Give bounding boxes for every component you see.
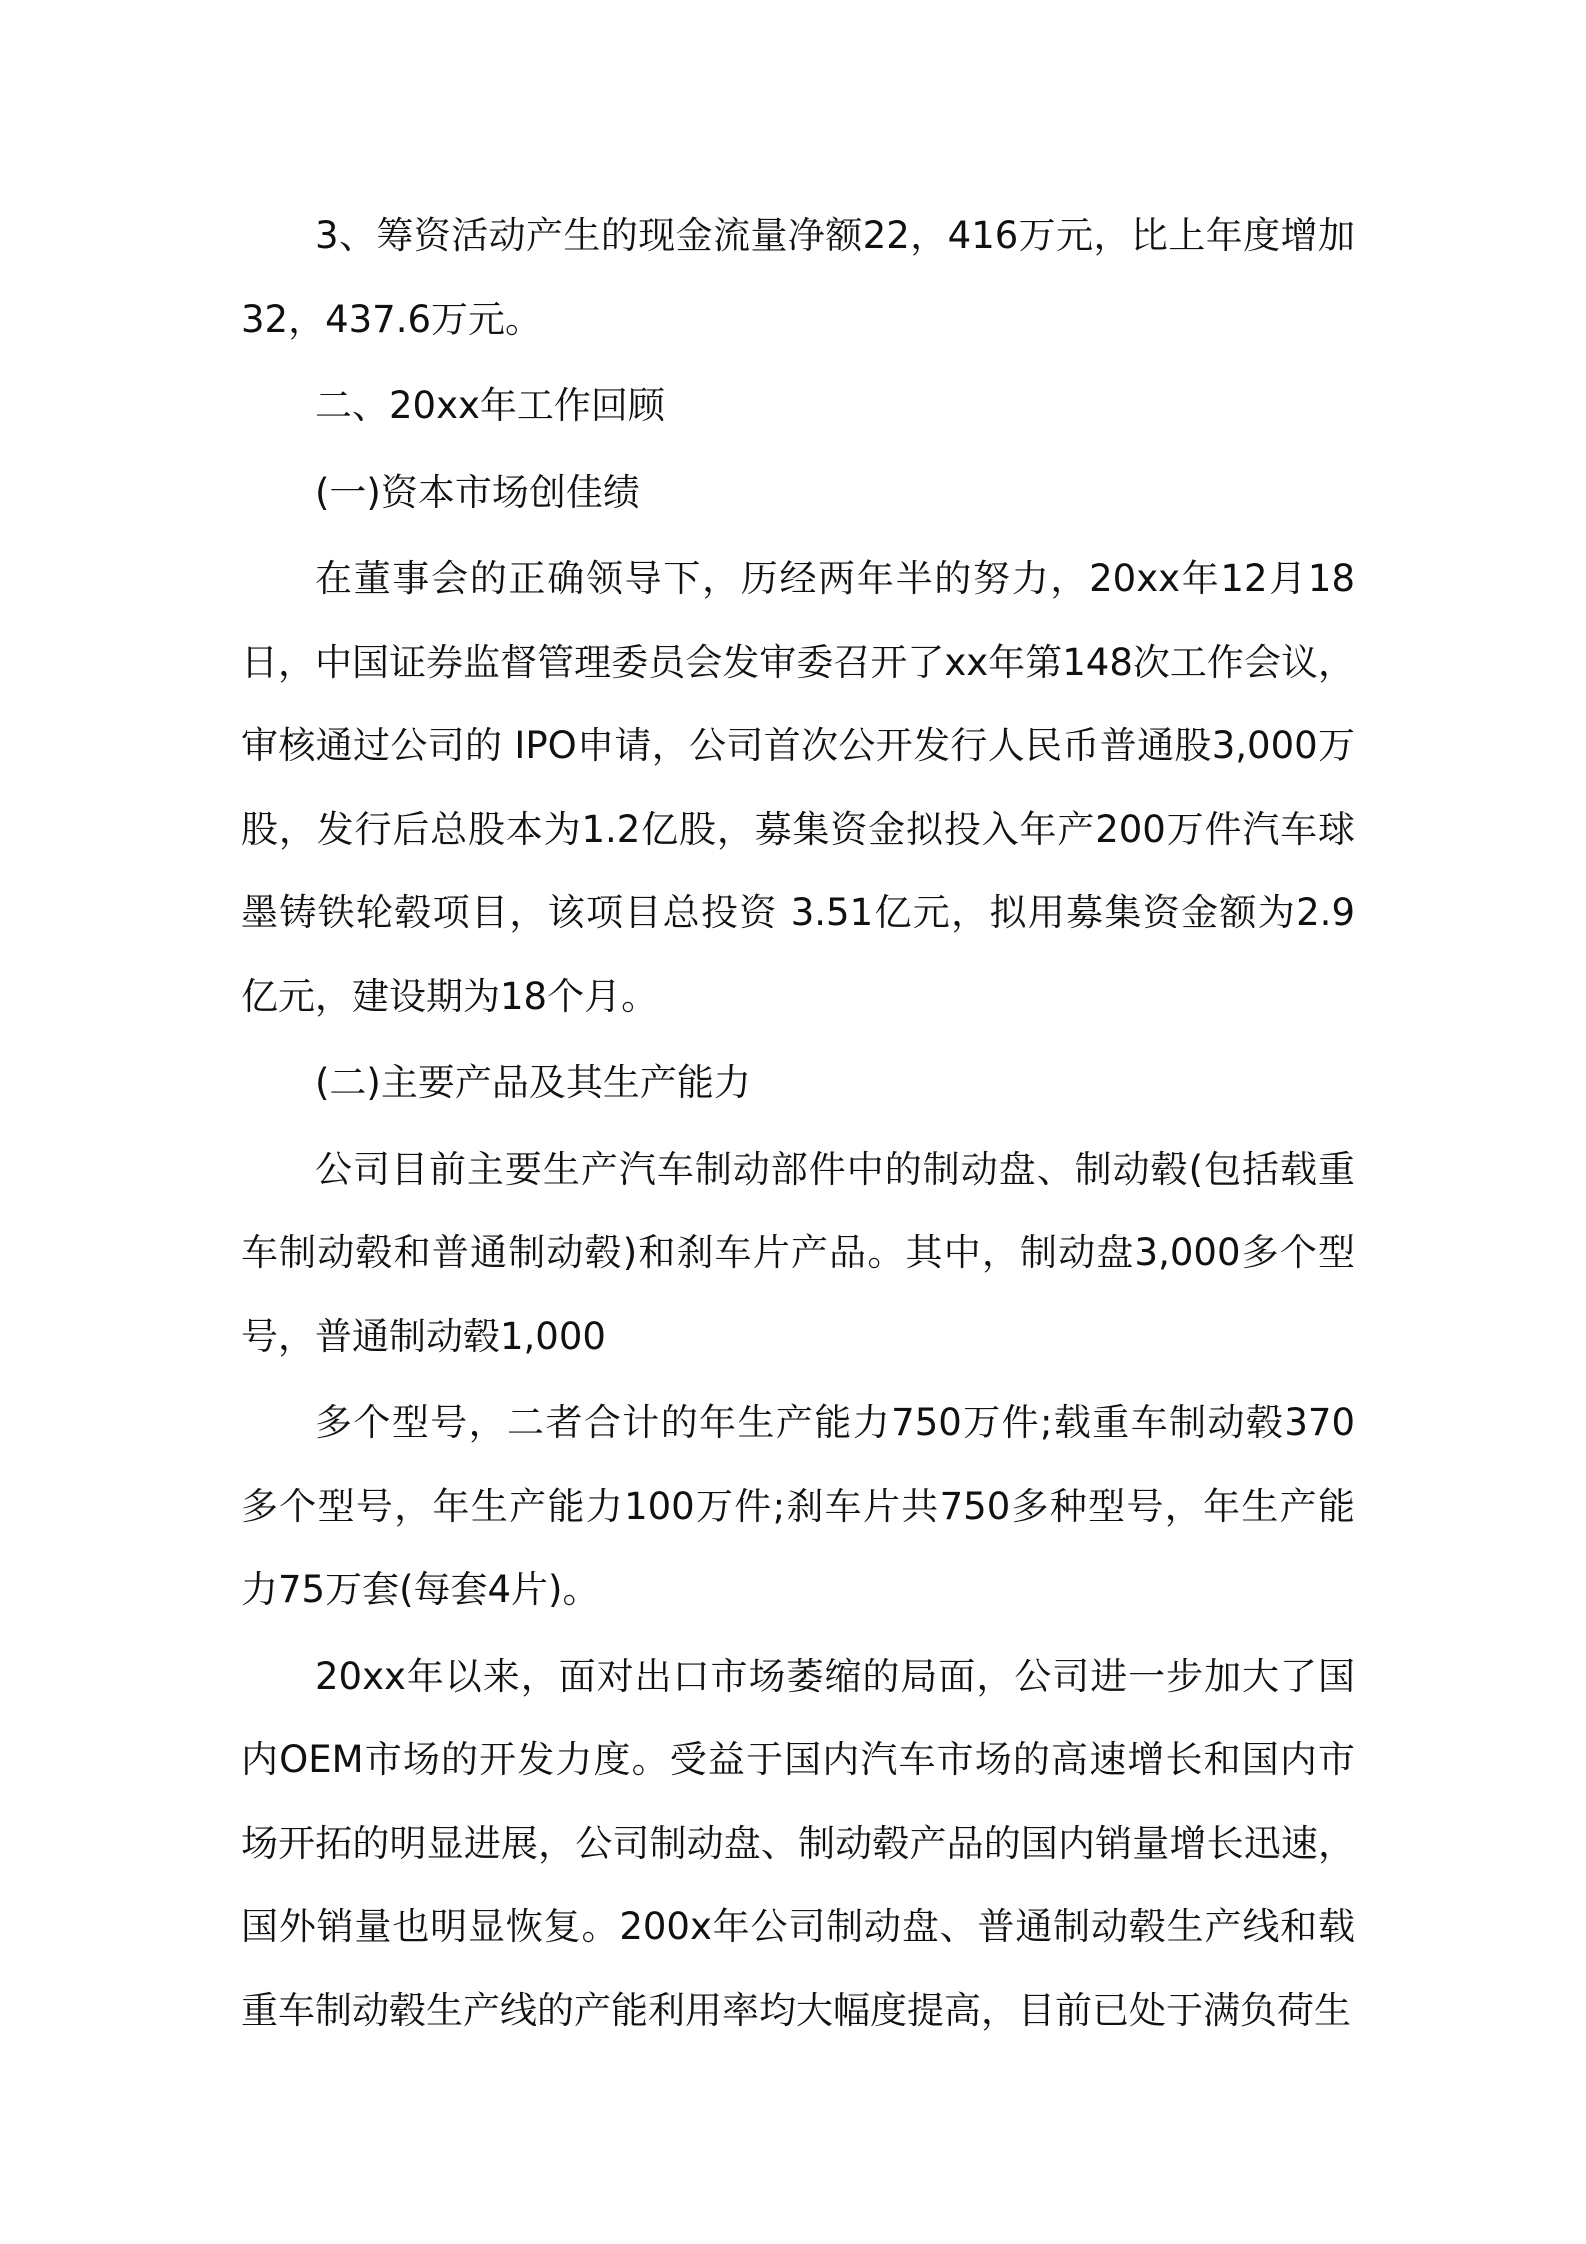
paragraph-capacity: 多个型号，二者合计的年生产能力750万件;载重车制动毂370多个型号，年生产能力100万件;刹车片共750多种型号，年生产能力75万套(每套4片)。 — [241, 1401, 1355, 1611]
subsection-heading-capital-market: (一)资本市场创佳绩 — [315, 470, 640, 514]
paragraph-financing-cashflow: 3、筹资活动产生的现金流量净额22，416万元，比上年度增加32，437.6万元。 — [241, 214, 1355, 341]
paragraph-ipo: 在董事会的正确领导下，历经两年半的努力，20xx年12月18日，中国证券监督管理委员会发审委召开了xx年第148次工作会议，审核通过公司的 IPO申请，公司首次公开发行人民币普通股3,000万股，发行后总股本为1.2亿股，募集资金拟投入年产200万件汽车球墨铸铁轮毂项目，该项目总投资 3.51亿元，拟用募集资金额为2.9亿元，建设期为18个月。 — [241, 557, 1355, 1018]
document-body — [241, 194, 1355, 2055]
section-heading-work-review: 二、20xx年工作回顾 — [315, 384, 665, 427]
subsection-heading-products: (二)主要产品及其生产能力 — [315, 1061, 751, 1104]
paragraph-market: 20xx年以来，面对出口市场萎缩的局面，公司进一步加大了国内OEM市场的开发力度。受益于国内汽车市场的高速增长和国内市场开拓的明显进展，公司制动盘、制动毂产品的国内销量增长迅速，国外销量也明显恢复。200x年公司制动盘、普通制动毂生产线和载重车制动毂生产线的产能利用率均大幅度提高，目前已处于满负荷生 — [241, 1654, 1355, 2032]
paragraph-products: 公司目前主要生产汽车制动部件中的制动盘、制动毂(包括载重车制动毂和普通制动毂)和刹车片产品。其中，制动盘3,000多个型号，普通制动毂1,000 — [241, 1147, 1355, 1358]
